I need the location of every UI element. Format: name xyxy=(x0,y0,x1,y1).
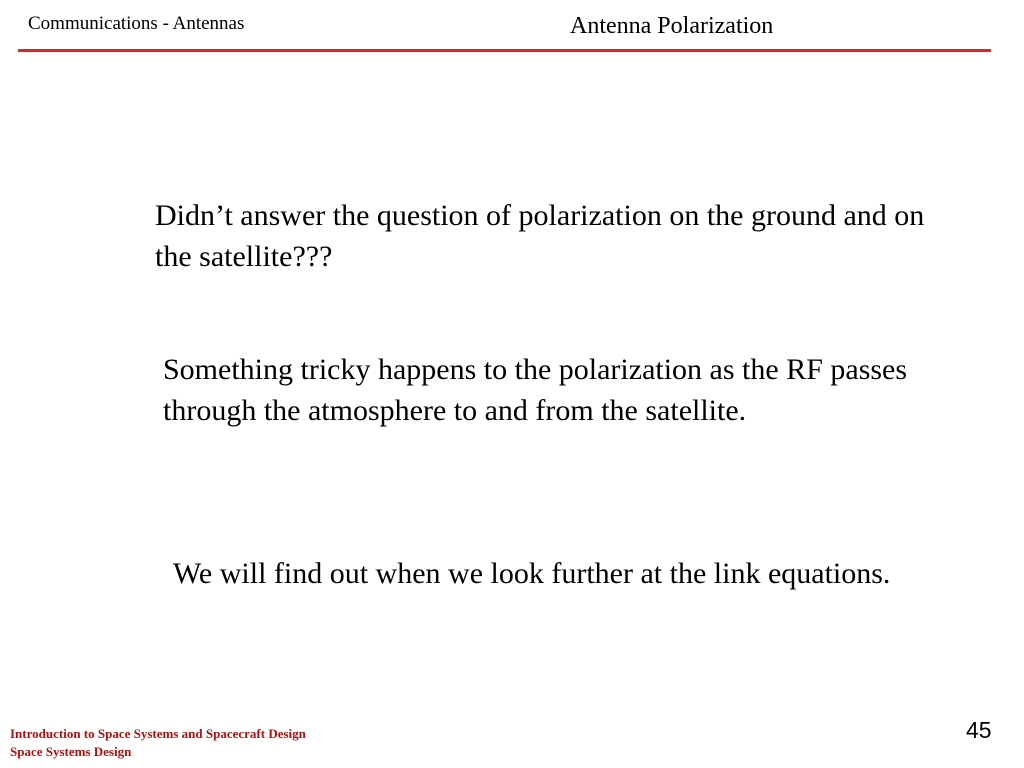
page-number: 45 xyxy=(966,717,992,743)
section-title: Communications - Antennas xyxy=(28,13,245,34)
paragraph-polarization-question: Didn’t answer the question of polarization on the ground and on the satellite??? xyxy=(155,199,925,273)
footer xyxy=(10,725,306,761)
footer-course-title: Introduction to Space Systems and Spacecraft Design xyxy=(10,726,306,741)
slide-title: Antenna Polarization xyxy=(570,13,774,39)
paragraph-atmosphere-effect: Something tricky happens to the polarization as the RF passes through the atmosphere to and from the satellite. xyxy=(163,353,908,427)
footer-course-subtitle: Space Systems Design xyxy=(10,744,132,759)
header-divider xyxy=(18,49,991,52)
paragraph-link-equations: We will find out when we look further at the link equations. xyxy=(173,557,891,590)
